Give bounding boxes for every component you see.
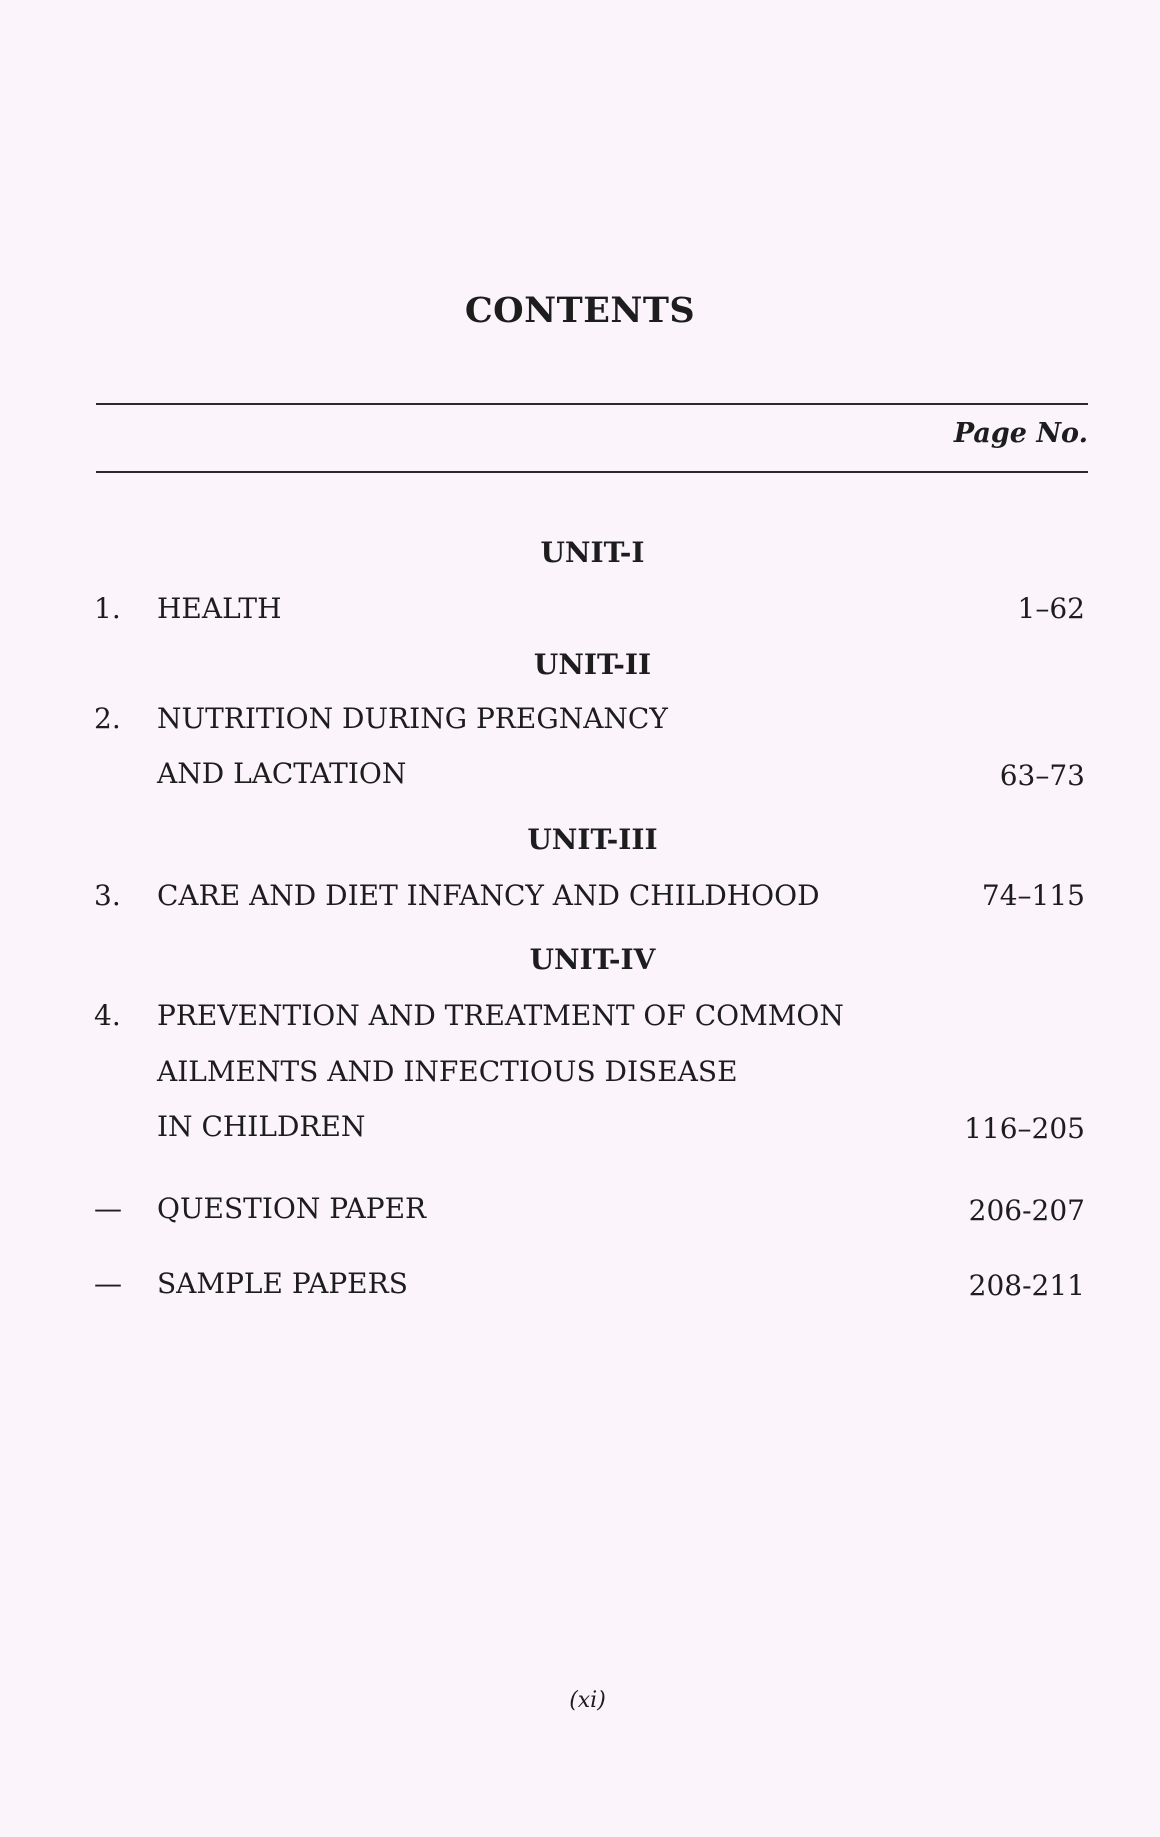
unit-heading-1: UNIT-I	[540, 536, 645, 569]
entry-pages: 63–73	[999, 759, 1085, 792]
top-rule	[96, 403, 1088, 405]
unit-heading-2: UNIT-II	[533, 648, 652, 681]
entry-title-continued: AND LACTATION	[157, 757, 407, 790]
header-rule	[96, 471, 1088, 473]
entry-pages: 208-211	[968, 1269, 1085, 1302]
entry-dash: —	[94, 1267, 122, 1300]
entry-title: SAMPLE PAPERS	[157, 1267, 408, 1300]
entry-title: PREVENTION AND TREATMENT OF COMMON	[157, 999, 844, 1032]
entry-title-continued: IN CHILDREN	[157, 1110, 366, 1143]
entry-title: HEALTH	[157, 592, 282, 625]
entry-dash: —	[94, 1192, 122, 1225]
entry-number: 1.	[94, 592, 121, 625]
entry-title-continued: AILMENTS AND INFECTIOUS DISEASE	[157, 1055, 738, 1088]
page-title: CONTENTS	[464, 290, 696, 331]
page-footer-number: (xi)	[569, 1688, 606, 1713]
page-number-header: Page No.	[953, 418, 1088, 449]
entry-title: NUTRITION DURING PREGNANCY	[157, 702, 668, 735]
unit-heading-3: UNIT-III	[527, 823, 658, 856]
entry-title: QUESTION PAPER	[157, 1192, 427, 1225]
entry-number: 2.	[94, 702, 121, 735]
entry-pages: 1–62	[1017, 592, 1085, 625]
entry-pages: 116–205	[964, 1112, 1085, 1145]
entry-title: CARE AND DIET INFANCY AND CHILDHOOD	[157, 879, 820, 912]
entry-number: 3.	[94, 879, 121, 912]
unit-heading-4: UNIT-IV	[529, 943, 656, 976]
entry-pages: 74–115	[981, 879, 1085, 912]
entry-pages: 206-207	[968, 1194, 1085, 1227]
entry-number: 4.	[94, 999, 121, 1032]
